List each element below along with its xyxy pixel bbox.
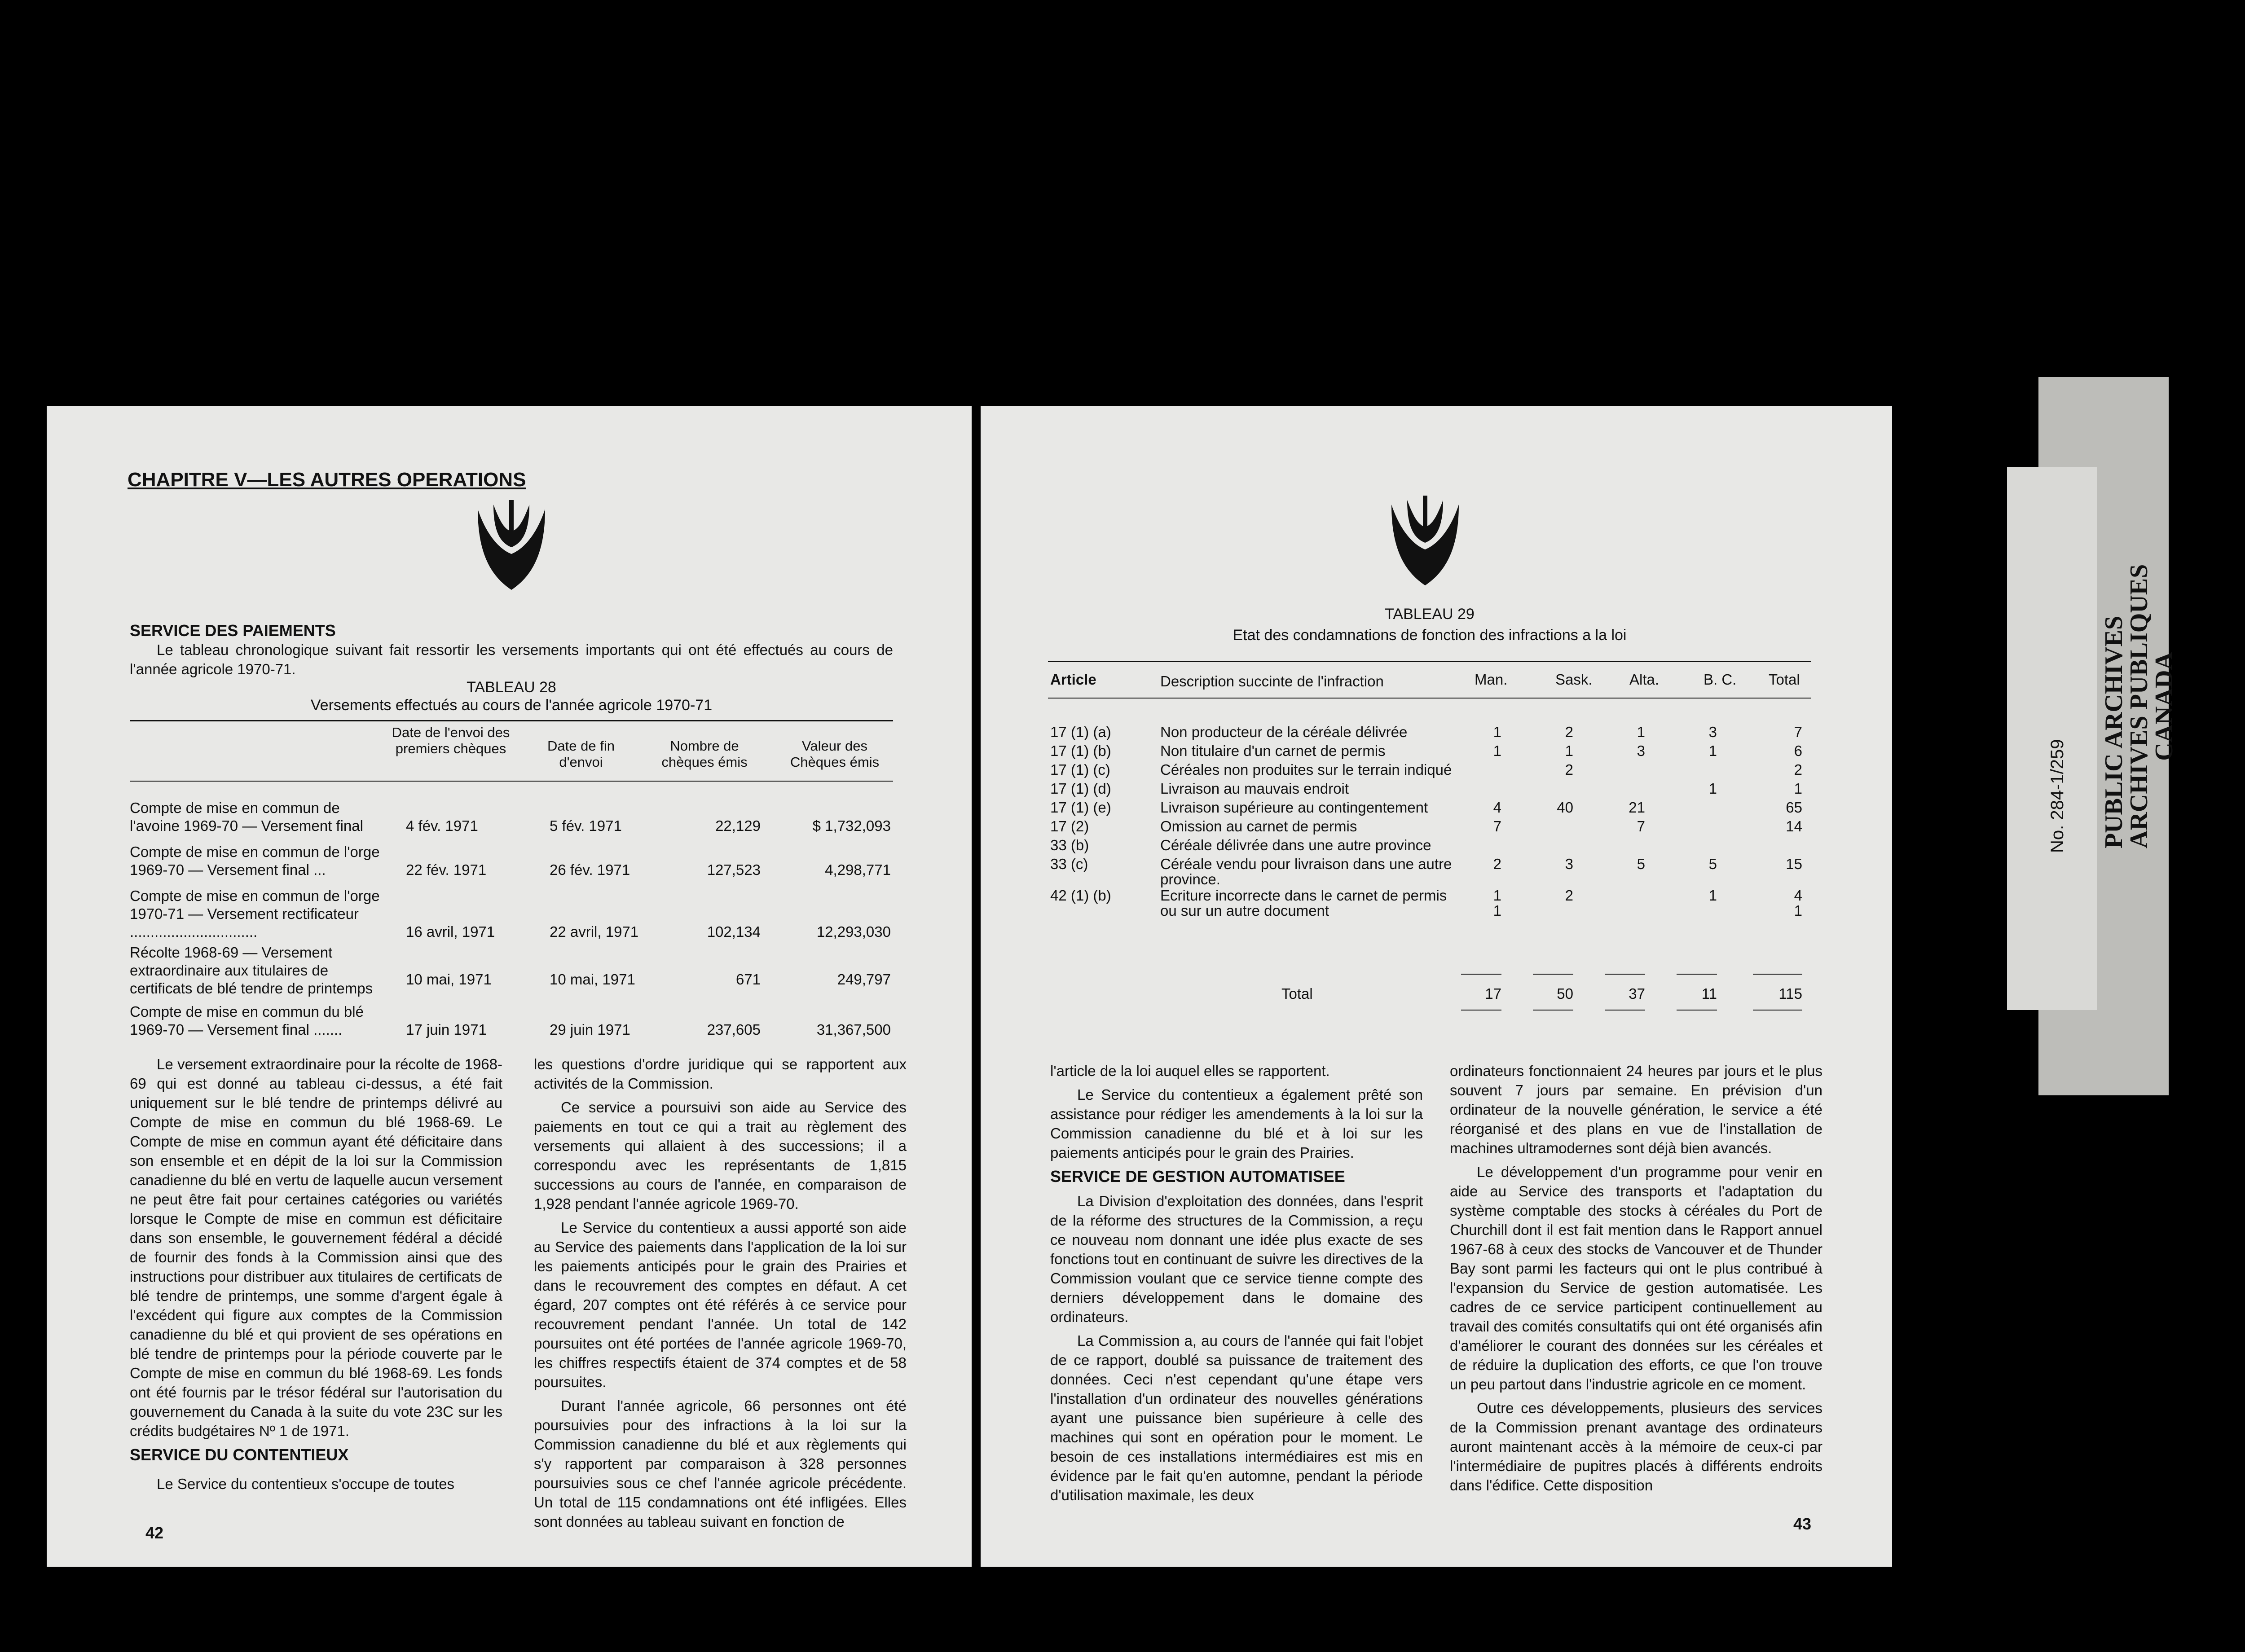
paragraph: Le développement d'un programme pour venir en aide au Service des transports et l'adaptation du système comptable des stocks à céréales du Port de Churchill dont il est fait mention dans le Rapport annuel 1967-68 à ceux des stocks de Vancouver et de Thunder Bay sont parmi les facteurs qui ont le plus contribué à l'expansion du Service de gestion automatisée. Les cadres de ce service participent continuellement au travail des comités consultatifs qui ont été organisés afin d'améliorer le courant des données sur les céréales et de réduire la duplication des efforts, ce que l'on trouve un peu partout dans l'industrie agricole en ce moment.: [1450, 1164, 1822, 1393]
table29-sum-rule: [1753, 1010, 1802, 1011]
paragraph: Outre ces développements, plusieurs des services de la Commission prenant avantage des ordinateurs auront maintenant accès à la mémoire de ceux-ci par l'intermédiaire de pupitres placés à différents endroits dans l'édifice. Cette disposition: [1450, 1400, 1822, 1494]
table29-cell-man: 7: [1493, 818, 1501, 835]
table29-cell-total: 6: [1794, 743, 1802, 759]
table29-total-total: 115: [1778, 985, 1802, 1002]
table29-cell-article: 17 (1) (c): [1050, 761, 1110, 778]
paragraph: l'article de la loi auquel elles se rapportent.: [1050, 1063, 1330, 1079]
table29-cell-bc: 1: [1708, 887, 1717, 904]
table29-cell-bc: 5: [1708, 856, 1717, 872]
table28-row-value: 249,797: [837, 971, 891, 988]
table28-header-first: Date de l'envoi des premiers chèques: [392, 725, 510, 756]
table29-cell-man: 4: [1493, 799, 1501, 816]
table28-row-value: 31,367,500: [816, 1021, 891, 1038]
table29-cell-desc: Omission au carnet de permis: [1160, 818, 1357, 835]
table28-title: TABLEAU 28: [467, 679, 556, 696]
archive-stamp: [2101, 564, 2177, 848]
table29-header-alta: Alta.: [1629, 671, 1660, 688]
table29-header-total: Total: [1769, 671, 1800, 688]
table29-total-label: Total: [1281, 985, 1313, 1002]
table29-sum-rule: [1677, 974, 1717, 975]
table29-header-man: Man.: [1475, 671, 1508, 688]
table29-cell-desc: Non titulaire d'un carnet de permis: [1160, 743, 1386, 759]
table29-sum-rule: [1605, 974, 1645, 975]
table28-row-count: 22,129: [715, 817, 761, 834]
table29-sum-rule: [1605, 1010, 1645, 1011]
table29-cell-alta: 21: [1629, 799, 1645, 816]
table29-cell-sask: 2: [1565, 887, 1573, 904]
table29-cell-total: 2: [1794, 761, 1802, 778]
table29-cell-article: 17 (1) (a): [1050, 724, 1111, 740]
table29-cell-article: 33 (b): [1050, 837, 1089, 853]
table29-cell-article: 33 (c): [1050, 856, 1088, 872]
table29-cell-alta: 3: [1637, 743, 1645, 759]
table29-cell-man: 1: [1493, 724, 1501, 740]
table29-sum-rule: [1461, 974, 1501, 975]
table29-sum-rule: [1461, 1010, 1501, 1011]
table29-cell-man: 2: [1493, 856, 1501, 872]
archive-number: No. 284-1/259: [2047, 739, 2067, 853]
paragraph: ordinateurs fonctionnaient 24 heures par jours et le plus souvent 7 jours par semaine. En prévision d'un ordinateur de la nouvelle génération, le service a été réorganisé et des plans en vue de l'installation de machines ultramodernes sont déjà bien avancés.: [1450, 1063, 1822, 1156]
archive-stamp-line3: CANADA: [2150, 652, 2178, 761]
table28-row-label: Compte de mise en commun de l'avoine 1969-70 — Versement final: [130, 800, 363, 834]
table29-cell-desc: Céréales non produites sur le terrain indiqué: [1160, 761, 1452, 778]
wheat-logo-icon: [473, 500, 550, 594]
paragraph: Le versement extraordinaire pour la récolte de 1968-69 qui est donné au tableau ci-dessus, a été fait uniquement sur le blé tendre de printemps délivré au Compte de mise en commun du blé 1968-69. Le Compte de mise en commun ayant été déficitaire dans son ensemble et en dépit de la loi sur la Commission canadienne du blé en vertu de laquelle aucun versement ne peut être fait pour certaines catégories ou variétés lorsque le Compte de mise en commun est déficitaire dans son ensemble, le gouvernement fédéral a décidé de fournir des fonds à la Commission ainsi que des instructions pour distribuer aux titulaires de certificats de blé tendre de printemps, une somme d'argent égale à l'excédent qui figure aux comptes de la Commission canadienne du blé et qui provient de ses opérations en blé tendre de printemps pour la période couverte par le Compte de mise en commun du blé 1968-69. Les fonds ont été fournis par le trésor fédéral sur l'autorisation du gouvernement du Canada à la suite du vote 23C sur les crédits budgétaires Nº 1 de 1971.: [130, 1056, 502, 1439]
table29-header-bc: B. C.: [1704, 671, 1737, 688]
table28-row-count: 102,134: [707, 923, 761, 940]
table29-cell-total: 14: [1786, 818, 1802, 835]
table29-cell-desc: Ecriture incorrecte dans le carnet de permis ou sur un autre document: [1160, 887, 1447, 919]
table29-cell-man: 1: [1493, 743, 1501, 759]
table29-cell-desc: Livraison supérieure au contingentement: [1160, 799, 1428, 816]
paragraph: Ce service a poursuivi son aide au Service des paiements en tout ce qui a trait au règlement des versements qui allaient à des successions; il a correspondu avec les représentants de 1,815 successions au cours de l'année, en comparaison de 1,928 pendant l'année agricole 1969-70.: [534, 1099, 907, 1212]
archive-label-tab: [2007, 467, 2097, 1010]
table28-row-first: 4 fév. 1971: [406, 817, 478, 834]
table29-cell-desc: Non producteur de la céréale délivrée: [1160, 724, 1408, 740]
table28-row-count: 127,523: [707, 861, 761, 878]
table29-cell-article: 17 (2): [1050, 818, 1089, 835]
left-column-1: [130, 1054, 502, 1498]
section-title-contentieux: SERVICE DU CONTENTIEUX: [130, 1446, 349, 1464]
chapter-title: CHAPITRE V—LES AUTRES OPERATIONS: [128, 469, 526, 491]
paragraph: Le Service du contentieux s'occupe de toutes: [157, 1476, 455, 1492]
table29-cell-sask: 40: [1557, 799, 1573, 816]
table29-cell-desc: Céréale délivrée dans une autre province: [1160, 837, 1431, 853]
archive-stamp-line1: PUBLIC ARCHIVES: [2100, 615, 2128, 848]
archive-stamp-line2: ARCHIVES PUBLIQUES: [2125, 564, 2153, 848]
table28-top-rule: [130, 720, 893, 721]
table29-total-sask: 50: [1557, 985, 1573, 1002]
paragraph: La Division d'exploitation des données, dans l'esprit de la réforme des structures de la Commission, a reçu ce nouveau nom donnant une idée plus exacte de ses fonctions tout en continuant de suivre les directives de la Commission voulant que ce service tienne compte des derniers développement dans le domaine des ordinateurs.: [1050, 1193, 1423, 1325]
table28-header-value: Valeur des Chèques émis: [790, 738, 880, 770]
paragraph: Durant l'année agricole, 66 personnes ont été poursuivies pour des infractions à la loi sur la Commission canadienne du blé et aux règlements qui s'y rapportent par comparaison à 328 personnes poursuivies sous ce chef l'année agricole précédente. Un total de 115 condamnations ont été infligées. Elles sont données au tableau suivant en fonction de: [534, 1397, 907, 1530]
table29-cell-sask: 3: [1565, 856, 1573, 872]
table29-cell-bc: 1: [1708, 780, 1717, 797]
table28-row-end: 10 mai, 1971: [550, 971, 635, 988]
paragraph: Le Service du contentieux a également prêté son assistance pour rédiger les amendements à la loi sur la Commission canadienne du blé et à loi sur les paiements anticipés pour le grain des Prairies.: [1050, 1086, 1423, 1161]
table29-total-man: 17: [1485, 985, 1501, 1002]
table29-title: TABLEAU 29: [1385, 606, 1475, 623]
left-column-2: [534, 1054, 907, 1536]
page-number: 42: [145, 1524, 164, 1542]
table29-cell-article: 17 (1) (d): [1050, 780, 1111, 797]
table28-row-end: 22 avril, 1971: [550, 923, 639, 940]
table29-cell-man: 1 1: [1493, 887, 1501, 919]
table28-header-end: Date de fin d'envoi: [547, 738, 615, 770]
section-title-paiements: SERVICE DES PAIEMENTS: [130, 621, 336, 640]
paragraph: les questions d'ordre juridique qui se rapportent aux activités de la Commission.: [534, 1056, 907, 1092]
table29-cell-alta: 5: [1637, 856, 1645, 872]
table29-cell-bc: 1: [1708, 743, 1717, 759]
table29-sum-rule: [1533, 1010, 1573, 1011]
table29-cell-total: 65: [1786, 799, 1802, 816]
table28-row-first: 17 juin 1971: [406, 1021, 487, 1038]
table28-row-value: 12,293,030: [816, 923, 891, 940]
table29-cell-total: 4 1: [1794, 887, 1802, 919]
table29-sum-rule: [1753, 974, 1802, 975]
table28-row-first: 10 mai, 1971: [406, 971, 492, 988]
table29-cell-alta: 1: [1637, 724, 1645, 740]
table29-header-article: Article: [1050, 671, 1096, 688]
table29-cell-desc: Livraison au mauvais endroit: [1160, 780, 1349, 797]
table29-top-rule: [1048, 661, 1811, 662]
paragraph: Le Service du contentieux a aussi apporté son aide au Service des paiements dans l'application de la loi sur les paiements anticipés pour le grain des Prairies et dans le recouvrement des comptes en défaut. A cet égard, 207 comptes ont été référés à ce service pour recouvrement pendant l'année. Un total de 142 poursuites ont été portées de l'année agricole 1969-70, les chiffres respectifs étaient de 374 comptes et de 58 poursuites.: [534, 1219, 907, 1390]
section-title-gestion: SERVICE DE GESTION AUTOMATISEE: [1050, 1167, 1345, 1186]
table28-row-label: Compte de mise en commun de l'orge 1970-71 — Versement rectificateur ...............................: [130, 888, 380, 940]
table29-cell-article: 17 (1) (e): [1050, 799, 1111, 816]
table28-row-value: $ 1,732,093: [812, 817, 891, 834]
table29-header-sask: Sask.: [1555, 671, 1593, 688]
table29-cell-bc: 3: [1708, 724, 1717, 740]
table29-header-rule: [1048, 698, 1811, 699]
table28-row-first: 22 fév. 1971: [406, 861, 487, 878]
table29-cell-total: 1: [1794, 780, 1802, 797]
right-column-1: [1050, 1061, 1423, 1509]
table29-cell-article: 17 (1) (b): [1050, 743, 1111, 759]
table29-subtitle: Etat des condamnations de fonction des infractions a la loi: [1233, 627, 1627, 644]
table29-cell-sask: 1: [1565, 743, 1573, 759]
table29-total-alta: 37: [1629, 985, 1645, 1002]
table29-header-desc: Description succinte de l'infraction: [1160, 673, 1384, 690]
table28-row-count: 671: [735, 971, 761, 988]
table28-row-label: Compte de mise en commun du blé 1969-70 — Versement final .......: [130, 1003, 364, 1038]
table29-sum-rule: [1677, 1010, 1717, 1011]
intro-text: Le tableau chronologique suivant fait ressortir les versements importants qui ont été effectués au cours de l'année agricole 1970-71.: [130, 641, 893, 677]
table28-row-label: Compte de mise en commun de l'orge 1969-70 — Versement final ...: [130, 844, 380, 878]
table29-cell-sask: 2: [1565, 724, 1573, 740]
table28-row-label: Récolte 1968-69 — Versement extraordinaire aux titulaires de certificats de blé tendre de printemps: [130, 944, 373, 997]
right-column-2: [1450, 1061, 1822, 1499]
table28-row-count: 237,605: [707, 1021, 761, 1038]
table28-row-end: 26 fév. 1971: [550, 861, 630, 878]
table28-header-rule: [130, 781, 893, 782]
table28-subtitle: Versements effectués au cours de l'année agricole 1970-71: [310, 697, 713, 714]
paragraph: La Commission a, au cours de l'année qui fait l'objet de ce rapport, doublé sa puissance de traitement des données. Ceci n'est cependant qu'une étape vers l'installation d'un ordinateur des nouvelles générations ayant une puissance bien supérieure à celle des machines qui sont en opération pour le moment. Le besoin de ces installations intermédiaires est mis en évidence par le fait qu'en automne, pendant la période d'utilisation maximale, les deux: [1050, 1332, 1423, 1503]
table28-row-value: 4,298,771: [825, 861, 891, 878]
left-page: [47, 406, 972, 1567]
table29-sum-rule: [1533, 974, 1573, 975]
intro-paragraph: [130, 640, 893, 683]
table28-row-end: 5 fév. 1971: [550, 817, 622, 834]
table28-row-end: 29 juin 1971: [550, 1021, 630, 1038]
page-number: 43: [1793, 1515, 1812, 1533]
table29-cell-alta: 7: [1637, 818, 1645, 835]
table28-header-count: Nombre de chèques émis: [661, 738, 748, 770]
table29-cell-total: 15: [1786, 856, 1802, 872]
table29-cell-desc: Céréale vendu pour livraison dans une autre province.: [1160, 856, 1452, 888]
table29-total-bc: 11: [1701, 985, 1717, 1002]
right-page: [981, 406, 1892, 1567]
table28-row-first: 16 avril, 1971: [406, 923, 495, 940]
wheat-logo-icon: [1387, 496, 1463, 590]
table29-cell-article: 42 (1) (b): [1050, 887, 1111, 904]
table29-cell-total: 7: [1794, 724, 1802, 740]
table29-cell-sask: 2: [1565, 761, 1573, 778]
